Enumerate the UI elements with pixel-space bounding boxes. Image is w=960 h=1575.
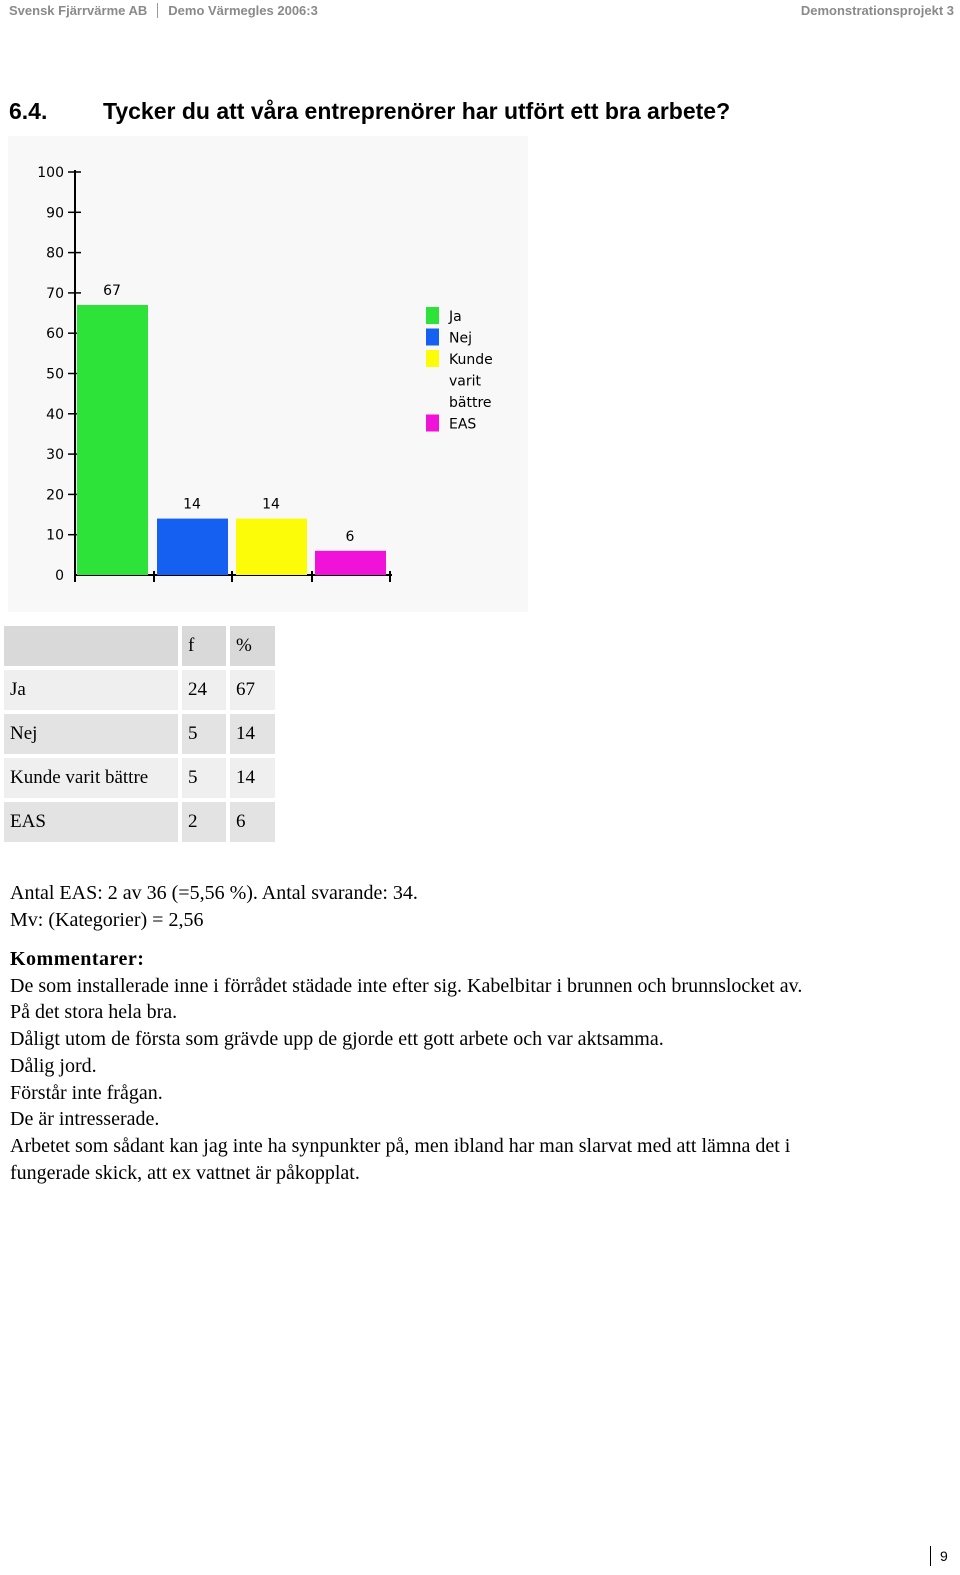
comment-item: De som installerade inne i förrådet städade inte efter sig. Kabelbitar i brunnen och brunnslocket av.: [10, 974, 803, 997]
summary: [10, 880, 418, 934]
chart-canvas: [8, 136, 528, 612]
legend-label: Nej: [449, 330, 472, 347]
frequency-table: [0, 622, 279, 846]
table-header-cell: %: [230, 626, 275, 666]
legend-label: EAS: [449, 416, 477, 433]
y-tick-label: 80: [46, 245, 64, 262]
table-row: [4, 802, 275, 842]
legend-label: bättre: [449, 395, 492, 411]
legend-swatch: [426, 307, 439, 324]
table-cell-label: Kunde varit bättre: [4, 758, 178, 798]
comment-item: Arbetet som sådant kan jag inte ha synpunkter på, men ibland har man slarvat med att lämna det i fungerade skick, att ex vattnet är påkopplat.: [10, 1134, 791, 1184]
question-number: 6.4.: [9, 98, 48, 124]
bar-eas: [315, 551, 386, 575]
table-cell-label: Nej: [4, 714, 178, 754]
table-header-cell: f: [182, 626, 226, 666]
header-divider: [157, 3, 158, 18]
bar-data-label: 6: [345, 528, 355, 545]
comments-section: [10, 946, 810, 1186]
comment-item: Dåligt utom de första som grävde upp de gjorde ett gott arbete och var aktsamma.: [10, 1028, 664, 1051]
y-tick-label: 100: [37, 165, 64, 181]
y-tick-label: 40: [46, 406, 64, 423]
table-cell-label: EAS: [4, 802, 178, 842]
bar-ja: [77, 305, 148, 575]
legend-label: Kunde: [449, 352, 493, 368]
header-organization: Svensk Fjärrvärme AB: [9, 3, 148, 18]
comment-item: De är intresserade.: [10, 1108, 160, 1131]
bar-nej: [157, 519, 228, 575]
page-number: 9: [930, 1546, 948, 1566]
table-cell-percent: 6: [230, 802, 275, 842]
bar-chart: [8, 136, 528, 612]
table-cell-f: 24: [182, 670, 226, 710]
table-row: [4, 758, 275, 798]
bar-data-label: 14: [183, 496, 201, 513]
comment-item: Dålig jord.: [10, 1054, 97, 1077]
summary-mean: Mv: (Kategorier) = 2,56: [10, 909, 204, 931]
table-cell-percent: 14: [230, 714, 275, 754]
legend-swatch: [426, 415, 439, 432]
question-text: Tycker du att våra entreprenörer har utfört ett bra arbete?: [103, 98, 731, 124]
comments-title: Kommentarer:: [10, 948, 145, 970]
bar-kunde-varit-bättre: [236, 519, 307, 575]
header-report: Demo Värmegles 2006:3: [168, 3, 318, 18]
legend-label: Ja: [449, 309, 462, 325]
summary-eas-count: Antal EAS: 2 av 36 (=5,56 %). Antal svarande: 34.: [10, 882, 418, 904]
y-tick-label: 30: [46, 447, 64, 464]
legend-label: varit: [449, 373, 481, 390]
bar-data-label: 67: [103, 282, 121, 299]
table-cell-label: Ja: [4, 670, 178, 710]
table-row: [4, 670, 275, 710]
table-cell-percent: 67: [230, 670, 275, 710]
y-tick-label: 60: [46, 326, 64, 343]
header-left: [9, 3, 318, 18]
legend-swatch: [426, 329, 439, 346]
header-project: Demonstrationsprojekt 3: [800, 3, 954, 18]
comment-item: Förstår inte frågan.: [10, 1081, 163, 1104]
y-tick-label: 70: [46, 285, 64, 302]
table-header-cell: [4, 626, 178, 666]
y-tick-label: 50: [46, 366, 64, 383]
bar-data-label: 14: [262, 496, 280, 513]
legend-swatch: [426, 350, 439, 367]
table-cell-f: 5: [182, 758, 226, 798]
table-cell-percent: 14: [230, 758, 275, 798]
table-cell-f: 5: [182, 714, 226, 754]
table-header-row: [4, 626, 275, 666]
y-tick-label: 10: [46, 527, 64, 544]
table-row: [4, 714, 275, 754]
page-header: [9, 3, 954, 19]
question-heading: [9, 98, 730, 125]
comment-item: På det stora hela bra.: [10, 1001, 178, 1024]
y-tick-label: 20: [46, 487, 64, 504]
table-cell-f: 2: [182, 802, 226, 842]
y-tick-label: 90: [46, 205, 64, 222]
y-tick-label: 0: [55, 568, 64, 584]
